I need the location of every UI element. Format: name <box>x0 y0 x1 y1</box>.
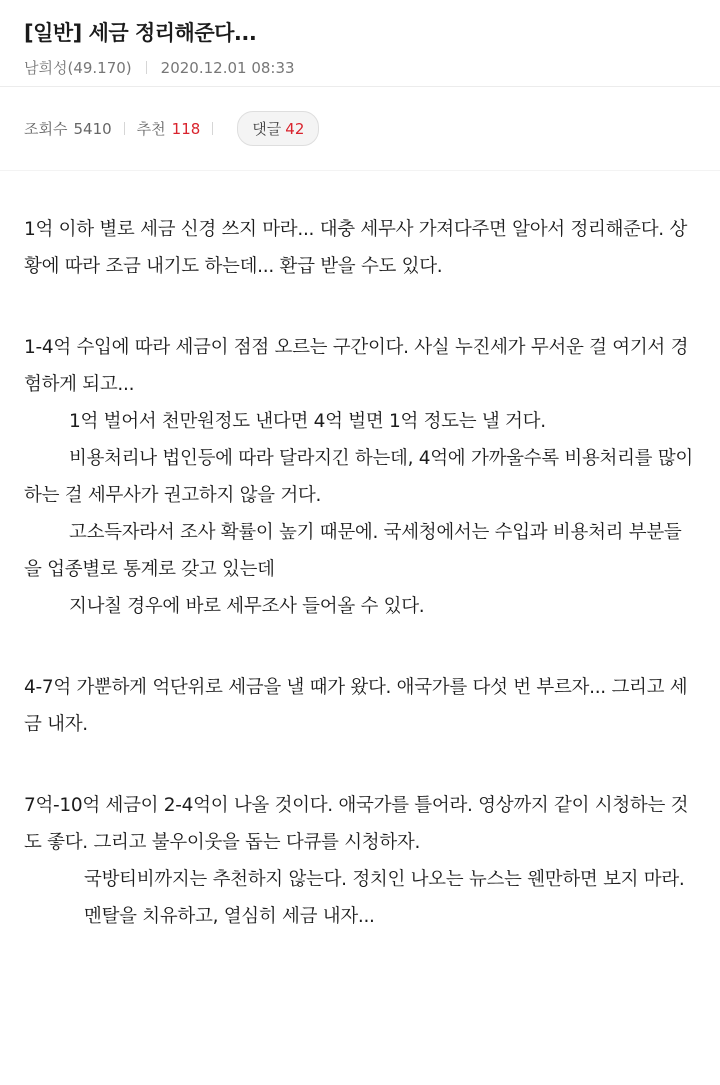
body-line: 멘탈을 치유하고, 열심히 세금 내자... <box>84 906 375 927</box>
paragraph <box>24 329 696 625</box>
body-line-text: 비용처리나 법인등에 따라 달라지긴 하는데, 4억에 가까울수록 비용처리를 많이 하는 걸 세무사가 권고하지 않을 거다. <box>24 448 693 506</box>
body-line: 1-4억 수입에 따라 세금이 점점 오르는 구간이다. 사실 누진세가 무서운 걸 여기서 경험하게 되고... <box>24 337 689 395</box>
author-name[interactable]: 남희성(49.170) <box>24 59 132 77</box>
body-line <box>24 861 696 898</box>
body-line: 1억 이하 별로 세금 신경 쓰지 마라... 대충 세무사 가져다주면 알아서 정리해준다. 상황에 따라 조금 내기도 하는데... 환급 받을 수도 있다. <box>24 219 688 277</box>
stats-divider <box>212 122 213 135</box>
post-meta <box>24 57 696 78</box>
meta-divider <box>146 61 147 74</box>
recommend-label: 추천 <box>136 120 166 138</box>
stats-divider <box>124 122 125 135</box>
views-label: 조회수 <box>24 120 68 138</box>
body-line-text: 국방티비까지는 추천하지 않는다. 정치인 나오는 뉴스는 웬만하면 보지 마라. <box>84 869 685 890</box>
comments-label: 댓글 <box>252 120 282 138</box>
body-line: 지나칠 경우에 바로 세무조사 들어올 수 있다. <box>69 596 425 617</box>
body-line: 7억-10억 세금이 2-4억이 나올 것이다. 애국가를 틀어라. 영상까지 같이 시청하는 것도 좋다. 그리고 불우이웃을 돕는 다큐를 시청하자. <box>24 795 689 853</box>
post-stats <box>0 87 720 171</box>
body-line <box>24 514 696 588</box>
post-datetime: 2020.12.01 08:33 <box>160 58 295 77</box>
body-line-text: 고소득자라서 조사 확률이 높기 때문에. 국세청에서는 수입과 비용처리 부분들을 업종별로 통계로 갖고 있는데 <box>24 522 682 580</box>
paragraph <box>24 669 696 743</box>
paragraph <box>24 211 696 285</box>
post-body <box>0 171 720 935</box>
body-line: 4-7억 가뿐하게 억단위로 세금을 낼 때가 왔다. 애국가를 다섯 번 부르자... 그리고 세금 내자. <box>24 677 688 735</box>
views-count: 5410 <box>73 119 112 138</box>
comments-button[interactable] <box>237 111 319 146</box>
paragraph <box>24 787 696 935</box>
body-line: 1억 벌어서 천만원정도 낸다면 4억 벌면 1억 정도는 낼 거다. <box>69 411 546 432</box>
comments-count: 42 <box>285 119 305 138</box>
body-line <box>24 440 696 514</box>
recommend-count: 118 <box>171 119 201 138</box>
post-title: [일반] 세금 정리해준다... <box>24 21 257 45</box>
post-header <box>0 0 720 87</box>
